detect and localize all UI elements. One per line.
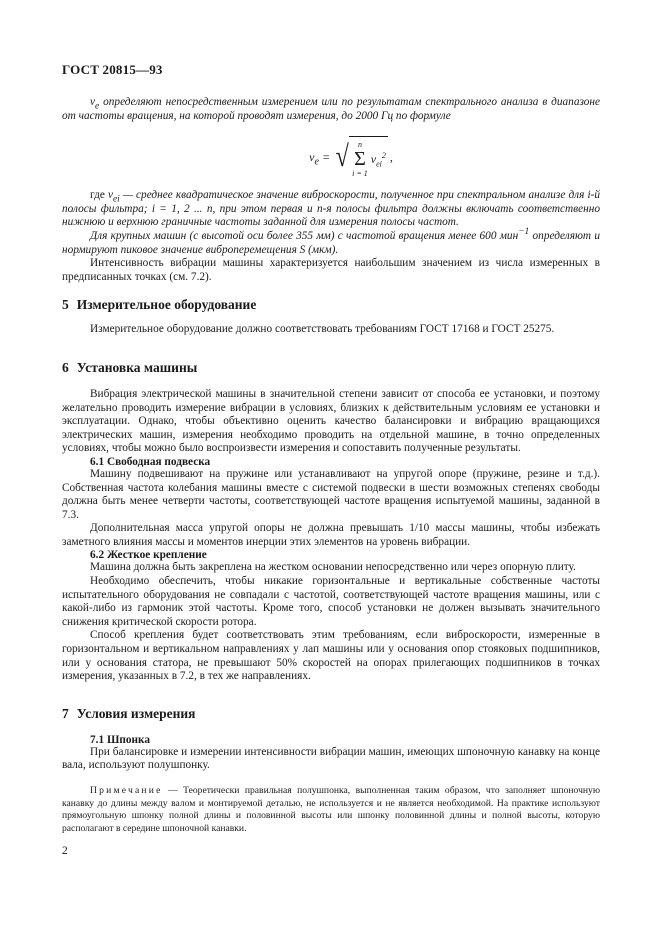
formula-equals: =	[322, 149, 330, 164]
page-number: 2	[62, 845, 68, 857]
formula-radical	[334, 136, 388, 178]
section-7-heading: 7 Условия измерения	[62, 705, 196, 721]
paragraph-s62-2: Необходимо обеспечить, чтобы никакие горизонтальные и вертикальные собственные частоты испытательного оборудования не совпадали с частотой, соответствующей частоте вращения машины, или с какой-либо из гармоник этой частоты. Кроме того, способ установки не должен вызывать значительного снижения критической скорости ротора.	[62, 575, 600, 628]
section-5-heading: 5 Измерительное оборудование	[62, 297, 257, 313]
paragraph-s61-1: Машину подвешивают на пружине или устанавливают на упругой опоре (пружине, резине и т.д.). Собственная частота колебания машины вместе с системой подвески в шести возможных степенях свободы должна быть менее четверти частоты, соответствующей частоте вращения испытуемой машины, заданной в 7.3.	[62, 467, 600, 521]
paragraph-ve-definition: $v_e$ определяют непосредственным измерением или по результатам спектрального анализа в диапазоне от частоты вращения, на которой проводят измерения, до 2000 Гц по формуле	[62, 96, 600, 122]
symbol-ve: $v_e$	[90, 96, 100, 112]
paragraph-s5: Измерительное оборудование должно соответствовать требованиям ГОСТ 17168 и ГОСТ 25275.	[90, 323, 555, 336]
paragraph-s62-3: Способ крепления будет соответствовать этим требованиям, если виброскорости, измеренные в горизонтальном и вертикальном направлениях у лап машины или у основания опор стояковых подшипников, или у основания статора, не превышают 50% скоростей на опорах прилегающих подшипников в точках измерения, указанных в 7.2, в тех же направлениях.	[62, 629, 600, 683]
sqrt-sign: √	[335, 140, 349, 174]
document-header: ГОСТ 20815—93	[62, 62, 163, 77]
subsection-7-1: 7.1 Шпонка	[90, 733, 151, 746]
formula-radicand	[349, 136, 388, 178]
formula-term: $v_{ei}^2$	[370, 150, 386, 169]
subsection-6-2: 6.2 Жесткое крепление	[90, 549, 207, 562]
section-6-heading: 6 Установка машины	[62, 359, 198, 375]
document-page	[62, 62, 600, 835]
paragraph-s62-1: Машина должна быть закреплена на жестком основании непосредственно или через опорную плиту.	[90, 561, 576, 574]
subsection-6-1: 6.1 Свободная подвеска	[90, 455, 211, 468]
paragraph-s6: Вибрация электрической машины в значительной степени зависит от способа ее установки, и поэтому желательно проводить измерение вибрации в условиях, близких к действительным условиям ее установки и эксплуатации. Однако, чтобы объективно оценить качество балансировки и вибрацию вращающихся электрических машин, измерения необходимо проводить на отдельной машине, в точно определенных условиях, чтобы можно было воспроизвести измерения и сопоставить полученные результаты.	[62, 387, 600, 455]
paragraph-large-machines: Для крупных машин (с высотой оси более 355 мм) с частотой вращения менее 600 мин$^{-1}$ определяют и нормируют пиковое значение виброперемещения S (мкм).	[62, 227, 600, 256]
paragraph-where: где $v_{ei}$ — среднее квадратическое значение виброскорости, полученное при спектральном анализе для i-й полосы фильтра; i = 1, 2 ... n, при этом первая и n-я полосы фильтра должны включать соответственно нижнюю и верхнюю граничные частоты заданной для измерения полосы частот.	[62, 189, 600, 229]
sum-operator: n Σ i = 1	[352, 140, 368, 179]
note: Примечание — Теоретически правильная полушпонка, выполненная таким образом, что заполняет шпоночную канавку до длины между валом и монтируемой деталью, не используется и не является необходимой. На практике используют прямоугольную шпонку полной длины и половинной высоты или шпонку половинной длины и полной высоты, которую располагают в середине шпоночной канавки.	[62, 785, 600, 834]
formula-block	[102, 135, 600, 179]
formula-lhs: $v_e$	[309, 149, 319, 168]
paragraph-s61-2: Дополнительная масса упругой опоры не должна превышать 1/10 массы машины, чтобы избежать заметного влияния массы и моментов инерции этих элементов на уровень вибрации.	[62, 522, 600, 548]
symbol-vei: $v_{ei}$	[107, 189, 120, 205]
paragraph-intensity: Интенсивность вибрации машины характеризуется наибольшим значением из числа измеренных в предписанных точках (см. 7.2).	[62, 257, 600, 283]
formula: $v_e$ = √ n Σ i = 1 $v_{ei}^2$ ,	[309, 135, 393, 179]
paragraph-s71: При балансировке и измерении интенсивности вибрации машин, имеющих шпоночную канавку на конце вала, используют полушпонку.	[62, 745, 600, 772]
